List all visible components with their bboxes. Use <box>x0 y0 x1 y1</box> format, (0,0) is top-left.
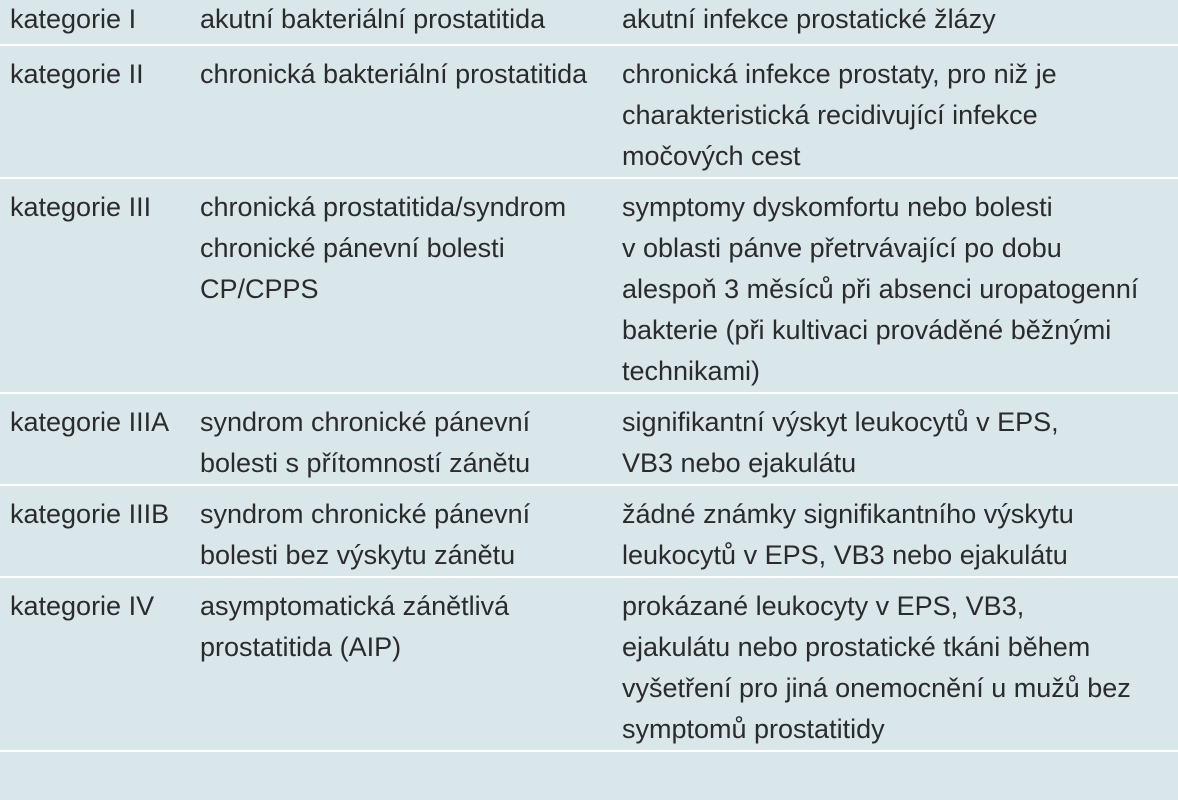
description-cell: signifikantní výskyt leukocytů v EPS, VB3 nebo ejakulátu <box>608 393 1178 485</box>
table-row <box>0 485 1178 577</box>
category-cell: kategorie III <box>0 178 188 393</box>
name-cell: syndrom chronické pánevní bolesti bez výskytu zánětu <box>188 485 608 577</box>
category-cell: kategorie I <box>0 0 188 45</box>
table-row <box>0 45 1178 178</box>
name-cell: chronická bakteriální prostatitida <box>188 45 608 178</box>
table-row <box>0 178 1178 393</box>
category-cell: kategorie II <box>0 45 188 178</box>
table-row <box>0 577 1178 751</box>
description-cell: chronická infekce prostaty, pro niž je charakteristická recidivující infekce močových cest <box>608 45 1178 178</box>
category-cell: kategorie IV <box>0 577 188 751</box>
name-cell: chronická prostatitida/syndrom chronické pánevní bolesti CP/CPPS <box>188 178 608 393</box>
name-cell: syndrom chronické pánevní bolesti s přítomností zánětu <box>188 393 608 485</box>
category-cell: kategorie IIIA <box>0 393 188 485</box>
name-cell: akutní bakteriální prostatitida <box>188 0 608 45</box>
category-cell: kategorie IIIB <box>0 485 188 577</box>
description-cell: akutní infekce prostatické žlázy <box>608 0 1178 45</box>
description-cell: symptomy dyskomfortu nebo bolesti v oblasti pánve přetrvávající po dobu alespoň 3 měsíců při absenci uropatogenní bakterie (při kultivaci prováděné běžnými technikami) <box>608 178 1178 393</box>
name-cell: asymptomatická zánětlivá prostatitida (AIP) <box>188 577 608 751</box>
description-cell: žádné známky signifikantního výskytu leukocytů v EPS, VB3 nebo ejakulátu <box>608 485 1178 577</box>
table-row <box>0 0 1178 45</box>
description-cell: prokázané leukocyty v EPS, VB3, ejakulátu nebo prostatické tkáni během vyšetření pro jiná onemocnění u mužů bez symptomů prostatitidy <box>608 577 1178 751</box>
table-row <box>0 393 1178 485</box>
